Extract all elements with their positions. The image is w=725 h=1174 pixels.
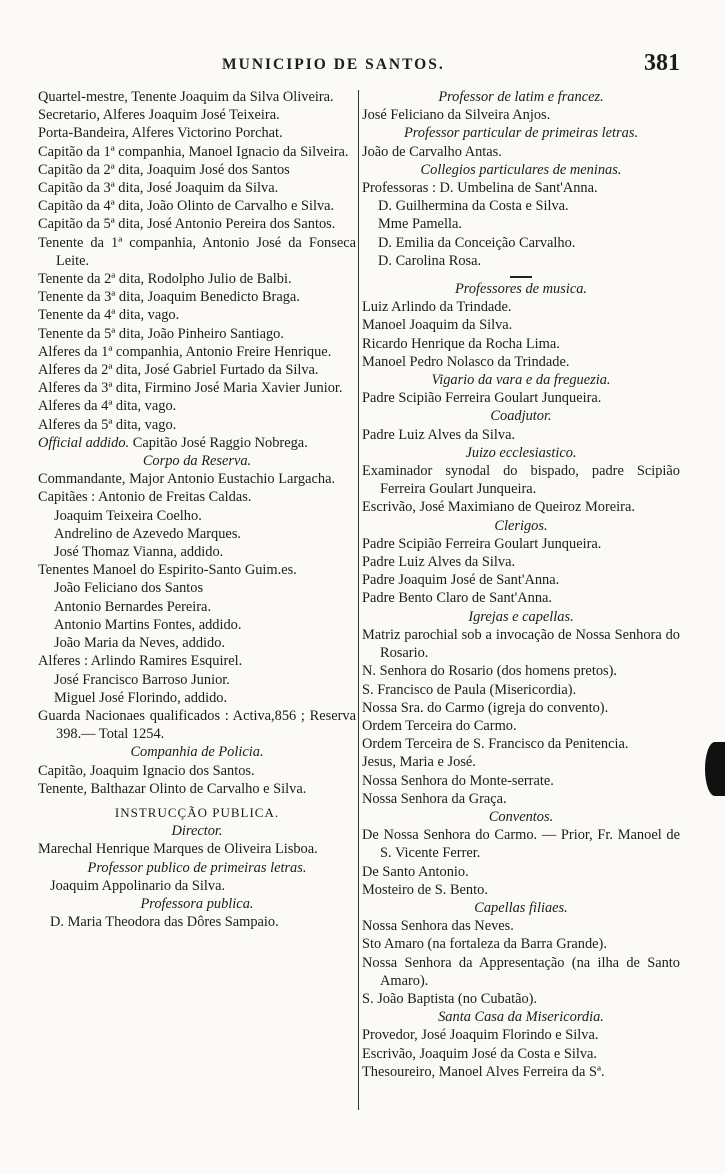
column-divider <box>358 90 359 1110</box>
list-item: João Feliciano dos Santos <box>54 580 204 597</box>
entry-capitao-3: Capitão da 3ª dita, José Joaquim da Silva. <box>38 180 279 197</box>
entry-commandante: Commandante, Major Antonio Eustachio Largacha. <box>38 471 336 488</box>
list-item: Ordem Terceira do Carmo. <box>362 717 517 734</box>
heading-santa-casa: Santa Casa da Misericordia. <box>438 1009 604 1026</box>
entry-capitao-2: Capitão da 2ª dita, Joaquim José dos Santos <box>38 161 290 178</box>
heading-director: Director. <box>171 823 223 840</box>
entry-policia-tenente: Tenente, Balthazar Olinto de Carvalho e Silva. <box>38 780 307 797</box>
entry-capitaes: Capitães : Antonio de Freitas Caldas. <box>38 489 252 506</box>
list-item: N. Senhora do Rosario (dos homens pretos). <box>362 663 617 680</box>
official-name: Capitão José Raggio Nobrega. <box>129 434 308 451</box>
heading-professora-publica: Professora publica. <box>140 895 254 912</box>
list-item: D. Guilhermina da Costa e Silva. <box>378 198 569 215</box>
list-item: S. Francisco de Paula (Misericordia). <box>362 681 577 698</box>
list-item: Matriz parochial sob a invocação de Nossa Senhora do Rosario. <box>362 626 680 662</box>
list-item: Sto Amaro (na fortaleza da Barra Grande). <box>362 936 607 953</box>
heading-musica: Professores de musica. <box>454 281 588 298</box>
list-item: João Maria da Neves, addido. <box>54 635 226 652</box>
entry-capitao-4: Capitão da 4ª dita, João Olinto de Carvalho e Silva. <box>38 198 335 215</box>
entry-tenente-2: Tenente da 2ª dita, Rodolpho Julio de Balbi. <box>38 271 292 288</box>
entry-quartel-mestre: Quartel-mestre, Tenente Joaquim da Silva Oliveira. <box>38 89 334 105</box>
list-item: Luiz Arlindo da Trindade. <box>362 299 512 316</box>
list-item: Nossa Senhora da Appresentação (na ilha de Santo Amaro). <box>362 954 680 989</box>
heading-capellas: Capellas filiaes. <box>474 899 568 916</box>
entry-porta-bandeira: Porta-Bandeira, Alferes Victorino Porchat. <box>38 125 283 142</box>
entry-capitao-1: Capitão da 1ª companhia, Manoel Ignacio da Silveira. <box>38 143 349 160</box>
list-item: De Nossa Senhora do Carmo. — Prior, Fr. Manoel de S. Vicente Ferrer. <box>362 827 680 862</box>
entry-secretario: Secretario, Alferes Joaquim José Teixeira. <box>38 107 280 124</box>
list-item: Nossa Senhora do Monte-serrate. <box>362 772 554 789</box>
heading-professor-publico: Professor publico de primeiras letras. <box>87 859 307 876</box>
left-column <box>38 88 356 931</box>
list-item: Ricardo Henrique da Rocha Lima. <box>362 335 560 352</box>
entry-professora-publica: D. Maria Theodora das Dôres Sampaio. <box>50 914 279 931</box>
list-item: Miguel José Florindo, addido. <box>54 689 228 706</box>
heading-juizo: Juizo ecclesiastico. <box>465 444 577 461</box>
entry-director: Marechal Henrique Marques de Oliveira Lisboa. <box>38 841 318 858</box>
entry-professor-publico: Joaquim Appolinario da Silva. <box>50 877 226 894</box>
entry-alferes-4: Alferes da 4ª dita, vago. <box>38 398 177 415</box>
entry-tenente-4: Tenente da 4ª dita, vago. <box>38 307 180 324</box>
heading-collegios: Collegios particulares de meninas. <box>420 161 622 178</box>
list-item: Ordem Terceira de S. Francisco da Penitencia. <box>362 736 629 753</box>
list-item: Mosteiro de S. Bento. <box>362 881 488 898</box>
list-item: De Santo Antonio. <box>362 863 469 880</box>
list-item: Nossa Senhora das Neves. <box>362 918 514 935</box>
entry-tenentes: Tenentes Manoel do Espirito-Santo Guim.es. <box>38 562 297 579</box>
heading-professor-particular: Professor particular de primeiras letras. <box>403 125 639 142</box>
list-item: Padre Joaquim José de Sant'Anna. <box>362 572 560 589</box>
entry-capitao-5: Capitão da 5ª dita, José Antonio Pereira dos Santos. <box>38 216 336 233</box>
list-item: S. João Baptista (no Cubatão). <box>362 990 538 1007</box>
list-item: Andrelino de Azevedo Marques. <box>54 525 242 542</box>
heading-instruccao-publica: INSTRUCÇÃO PUBLICA. <box>114 804 280 820</box>
page-title: MUNICIPIO DE SANTOS. <box>222 56 445 73</box>
page-number: 381 <box>644 50 680 76</box>
list-item: Escrivão, Joaquim José da Costa e Silva. <box>362 1045 598 1062</box>
heading-corpo-reserva: Corpo da Reserva. <box>142 453 252 470</box>
list-item: Mme Pamella. <box>378 216 462 233</box>
entry-tenente-1: Tenente da 1ª companhia, Antonio José da Fonseca Leite. <box>38 234 356 269</box>
list-item: Jesus, Maria e José. <box>362 754 476 771</box>
entry-vigario: Padre Scipião Ferreira Goulart Junqueira. <box>362 390 602 407</box>
entry-official-addido <box>38 434 356 452</box>
entry-alferes-reserva: Alferes : Arlindo Ramires Esquirel. <box>38 653 243 670</box>
entry-tenente-5: Tenente da 5ª dita, João Pinheiro Santiago. <box>38 325 284 342</box>
entry-coadjutor: Padre Luiz Alves da Silva. <box>362 426 516 443</box>
list-item: Antonio Bernardes Pereira. <box>54 598 212 615</box>
list-item: Padre Scipião Ferreira Goulart Junqueira. <box>362 535 602 552</box>
list-item: José Francisco Barroso Junior. <box>54 671 230 688</box>
list-item: Manoel Joaquim da Silva. <box>362 317 513 334</box>
heading-vigario: Vigario da vara e da freguezia. <box>431 372 611 389</box>
heading-conventos: Conventos. <box>488 808 554 825</box>
heading-companhia-policia: Companhia de Policia. <box>130 744 264 761</box>
entry-tenente-3: Tenente da 3ª dita, Joaquim Benedicto Braga. <box>38 289 300 306</box>
heading-igrejas: Igrejas e capellas. <box>468 608 574 625</box>
heading-latim-francez: Professor de latim e francez. <box>438 89 604 105</box>
list-item: Nossa Senhora da Graça. <box>362 790 507 807</box>
list-item: Padre Luiz Alves da Silva. <box>362 554 516 571</box>
entry-examinador: Examinador synodal do bispado, padre Scipião Ferreira Goulart Junqueira. <box>362 463 680 498</box>
list-item: D. Carolina Rosa. <box>378 252 482 269</box>
official-label: Official addido. <box>38 434 130 451</box>
list-item: Nossa Sra. do Carmo (igreja do convento). <box>362 699 609 716</box>
list-item: D. Emilia da Conceição Carvalho. <box>378 234 576 251</box>
ink-smudge <box>705 742 725 796</box>
list-item: Joaquim Teixeira Coelho. <box>54 507 202 524</box>
entry-alferes-3: Alferes da 3ª dita, Firmino José Maria Xavier Junior. <box>38 380 343 397</box>
heading-coadjutor: Coadjutor. <box>490 408 552 425</box>
separator-rule <box>510 276 532 278</box>
list-item: José Thomaz Vianna, addido. <box>54 544 224 561</box>
entry-professoras: Professoras : D. Umbelina de Sant'Anna. <box>362 180 598 197</box>
entry-guarda-nacional: Guarda Nacionaes qualificados : Activa,856 ; Reserva 398.— Total 1254. <box>38 707 356 743</box>
heading-clerigos: Clerigos. <box>494 517 548 534</box>
entry-latim: José Feliciano da Silveira Anjos. <box>362 107 551 124</box>
list-item: Antonio Martins Fontes, addido. <box>54 616 242 633</box>
list-item: Padre Bento Claro de Sant'Anna. <box>362 590 553 607</box>
entry-alferes-1: Alferes da 1ª companhia, Antonio Freire Henrique. <box>38 343 332 360</box>
page-header <box>40 50 680 80</box>
entry-escrivao: Escrivão, José Maximiano de Queiroz Moreira. <box>362 499 635 516</box>
list-item: Manoel Pedro Nolasco da Trindade. <box>362 353 570 370</box>
entry-policia-capitao: Capitão, Joaquim Ignacio dos Santos. <box>38 762 255 779</box>
list-item: Provedor, José Joaquim Florindo e Silva. <box>362 1027 599 1044</box>
entry-professor-particular: João de Carvalho Antas. <box>362 143 502 160</box>
entry-alferes-2: Alferes da 2ª dita, José Gabriel Furtado da Silva. <box>38 362 319 379</box>
list-item: Thesoureiro, Manoel Alves Ferreira da Sª. <box>362 1063 605 1080</box>
entry-alferes-5: Alferes da 5ª dita, vago. <box>38 416 177 433</box>
right-column <box>362 88 680 1081</box>
